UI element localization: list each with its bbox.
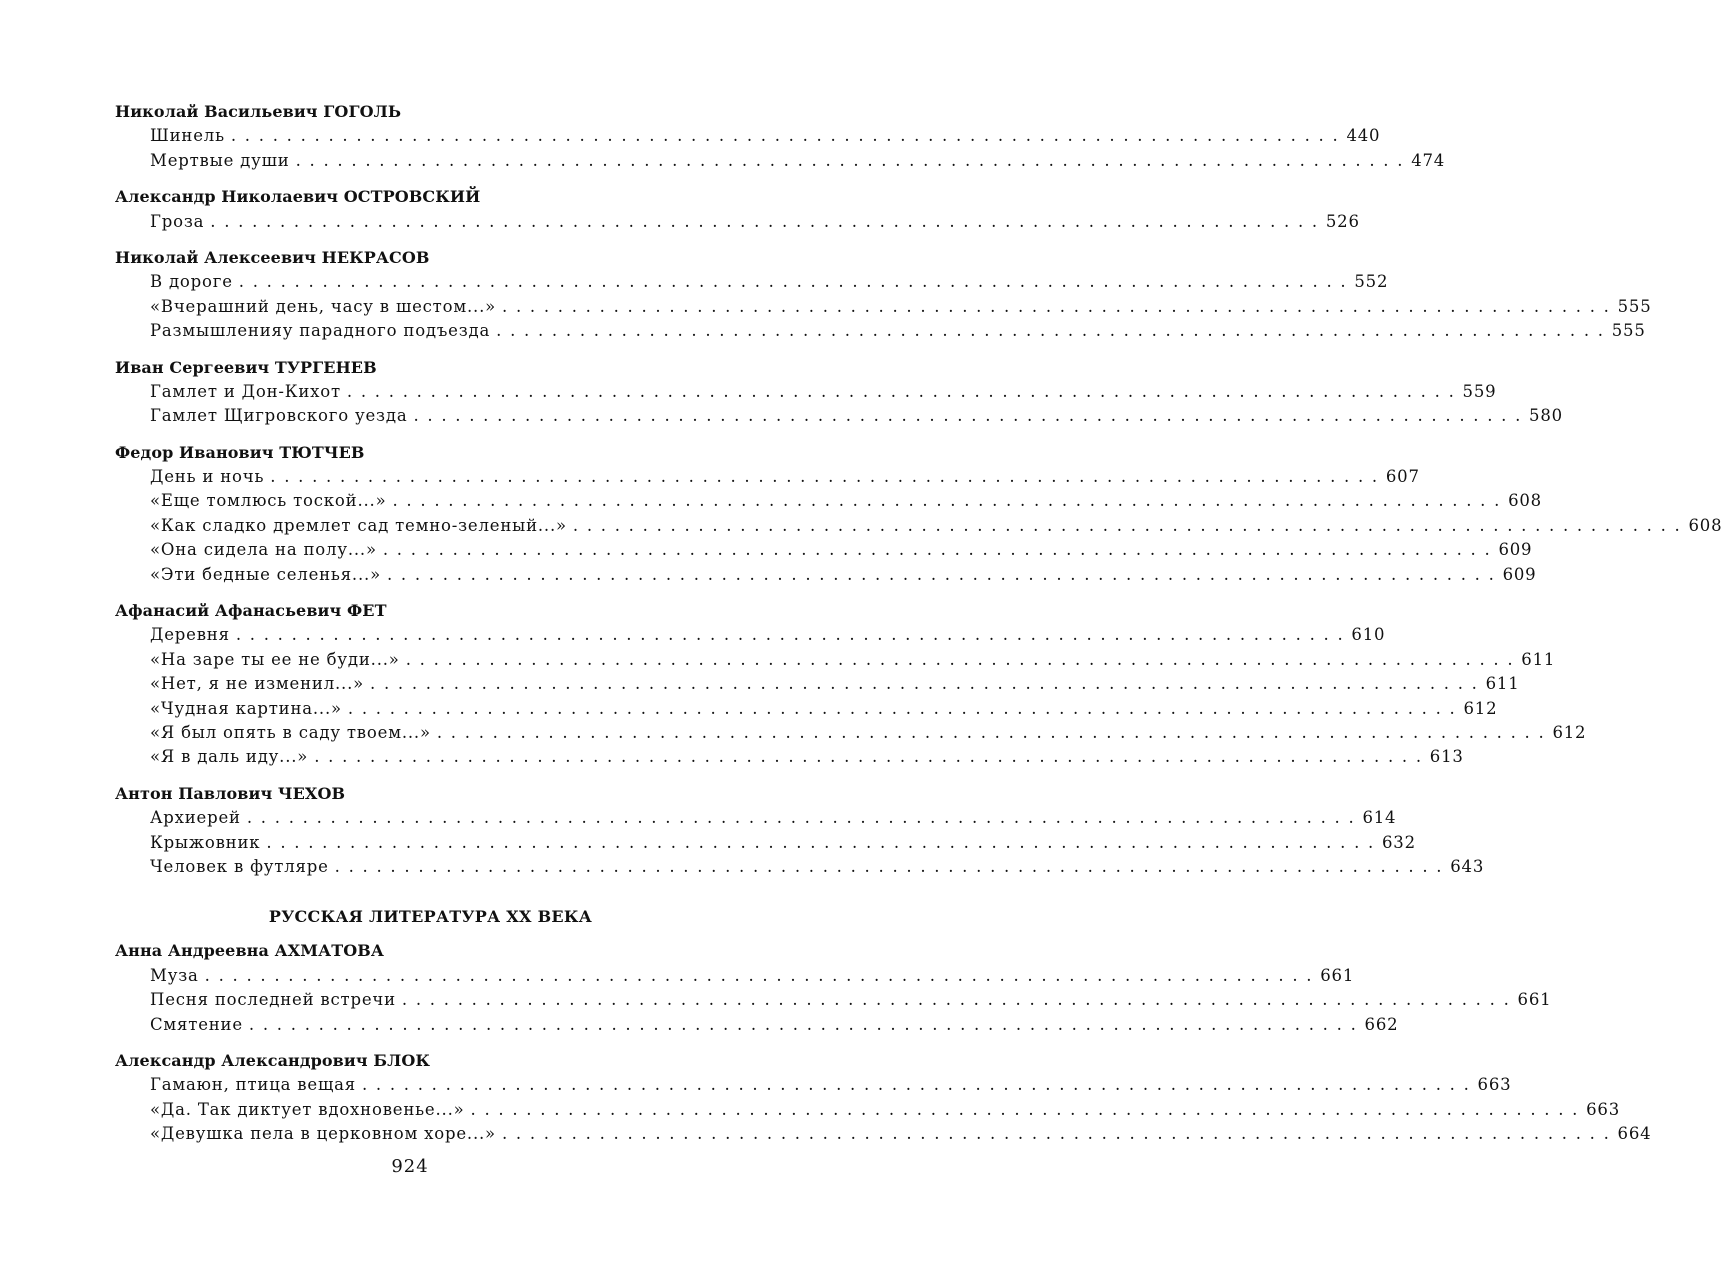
author-section bbox=[115, 939, 1552, 1037]
toc-entry[interactable] bbox=[150, 988, 1552, 1012]
toc-entry[interactable] bbox=[150, 404, 1563, 428]
toc-entry[interactable] bbox=[150, 295, 1652, 319]
entry-title: День и ночь bbox=[150, 467, 265, 487]
entry-page: 607 bbox=[1385, 467, 1420, 487]
author-section bbox=[115, 356, 1563, 429]
dot-leader: ................................................................................ bbox=[370, 674, 1486, 694]
dot-leader: ................................................................................ bbox=[361, 1075, 1478, 1095]
entry-page: 632 bbox=[1381, 832, 1416, 852]
toc-entry[interactable] bbox=[150, 124, 1381, 148]
author-heading: Николай Васильевич ГОГОЛЬ bbox=[115, 102, 402, 121]
toc-entry[interactable] bbox=[150, 721, 1587, 745]
dot-leader: ................................................................................ bbox=[436, 722, 1553, 742]
author-section bbox=[115, 599, 1587, 770]
author-heading: Антон Павлович ЧЕХОВ bbox=[115, 783, 346, 803]
toc-entry[interactable] bbox=[150, 210, 1360, 234]
toc-entry[interactable] bbox=[150, 1073, 1512, 1097]
entry-page: 609 bbox=[1498, 540, 1533, 560]
entry-page: 580 bbox=[1529, 406, 1563, 426]
dot-leader: ................................................................................ bbox=[386, 564, 1503, 584]
dot-leader: ................................................................................ bbox=[235, 625, 1352, 645]
entry-title: Смятение bbox=[150, 1014, 243, 1034]
entry-title: Песня последней встречи bbox=[150, 990, 396, 1010]
dot-leader: ................................................................................ bbox=[334, 856, 1451, 876]
toc-entry[interactable] bbox=[150, 648, 1556, 672]
dot-leader: ................................................................................ bbox=[413, 406, 1530, 426]
toc-entry[interactable] bbox=[150, 465, 1420, 489]
entry-title: «Да. Так диктует вдохновенье...» bbox=[150, 1099, 465, 1119]
toc-entry[interactable] bbox=[150, 964, 1355, 988]
dot-leader: ................................................................................ bbox=[210, 211, 1326, 231]
entry-title: «Она сидела на полу...» bbox=[150, 540, 377, 560]
toc-entry[interactable] bbox=[150, 672, 1520, 696]
toc-entry[interactable] bbox=[150, 697, 1498, 721]
entry-page: 609 bbox=[1502, 564, 1537, 584]
entry-page: 611 bbox=[1485, 674, 1520, 694]
toc-entry[interactable] bbox=[150, 1122, 1652, 1146]
dot-leader: ................................................................................ bbox=[270, 467, 1386, 487]
entry-page: 663 bbox=[1586, 1099, 1621, 1119]
entry-page: 552 bbox=[1354, 272, 1389, 292]
entry-page: 612 bbox=[1463, 698, 1498, 718]
entry-title: Шинель bbox=[150, 126, 225, 146]
dot-leader: ................................................................................ bbox=[246, 808, 1363, 828]
entry-page: 664 bbox=[1617, 1124, 1652, 1144]
toc-entry[interactable] bbox=[150, 149, 1446, 173]
entry-page: 559 bbox=[1462, 381, 1497, 401]
entry-page: 663 bbox=[1477, 1075, 1512, 1095]
entry-title: «Девушка пела в церковном хоре...» bbox=[150, 1124, 496, 1144]
entry-page: 661 bbox=[1517, 990, 1552, 1010]
entry-title: «Эти бедные селенья...» bbox=[150, 564, 381, 584]
toc-groups-19th-century bbox=[115, 100, 1722, 879]
entry-page: 612 bbox=[1552, 722, 1587, 742]
dot-leader: ................................................................................ bbox=[346, 381, 1463, 401]
entry-page: 661 bbox=[1320, 965, 1355, 985]
author-heading: Николай Алексеевич НЕКРАСОВ bbox=[115, 247, 430, 267]
dot-leader: ................................................................................ bbox=[502, 296, 1618, 316]
dot-leader: ................................................................................ bbox=[382, 540, 1499, 560]
entry-title: «Нет, я не изменил...» bbox=[150, 674, 365, 694]
dot-leader: ................................................................................ bbox=[295, 150, 1412, 170]
dot-leader: ................................................................................ bbox=[501, 1124, 1618, 1144]
entry-page: 643 bbox=[1450, 856, 1485, 876]
entry-page: 474 bbox=[1411, 150, 1446, 170]
entry-title: Гроза bbox=[150, 211, 205, 231]
author-heading: Александр Александрович БЛОК bbox=[115, 1050, 431, 1070]
toc-entry[interactable] bbox=[150, 270, 1389, 294]
toc-entry[interactable] bbox=[150, 806, 1397, 830]
entry-title: Крыжовник bbox=[150, 832, 261, 852]
entry-page: 526 bbox=[1325, 211, 1360, 231]
dot-leader: ................................................................................ bbox=[248, 1014, 1365, 1034]
entry-title: Архиерей bbox=[150, 808, 241, 828]
entry-title: Гамлет и Дон-Кихот bbox=[150, 381, 341, 401]
toc-entry[interactable] bbox=[150, 563, 1537, 587]
table-of-contents bbox=[115, 100, 1722, 1146]
dot-leader: ................................................................................ bbox=[266, 832, 1382, 852]
entry-page: 555 bbox=[1617, 296, 1652, 316]
author-heading: Иван Сергеевич ТУРГЕНЕВ bbox=[115, 357, 377, 377]
author-section bbox=[115, 185, 1360, 234]
entry-page: 555 bbox=[1611, 321, 1646, 341]
toc-entry[interactable] bbox=[150, 623, 1386, 647]
author-heading: Федор Иванович ТЮТЧЕВ bbox=[115, 442, 365, 462]
entry-title: «Вчерашний день, часу в шестом...» bbox=[150, 296, 497, 316]
author-section bbox=[115, 100, 1446, 173]
dot-leader: ................................................................................ bbox=[347, 698, 1464, 718]
dot-leader: ................................................................................ bbox=[238, 272, 1355, 292]
dot-leader: ................................................................................ bbox=[470, 1099, 1587, 1119]
entry-title: Гамлет Щигровского уезда bbox=[150, 406, 408, 426]
author-heading: Анна Андреевна АХМАТОВА bbox=[115, 941, 384, 961]
entry-page: 608 bbox=[1688, 515, 1722, 535]
toc-entry[interactable] bbox=[150, 1098, 1621, 1122]
author-section bbox=[115, 441, 1722, 587]
entry-title: «Я в даль иду...» bbox=[150, 747, 309, 767]
entry-page: 614 bbox=[1362, 808, 1397, 828]
toc-groups-20th-century bbox=[115, 939, 1652, 1146]
toc-entry[interactable] bbox=[150, 855, 1485, 879]
entry-title: «На заре ты ее не буди...» bbox=[150, 649, 400, 669]
entry-title: «Еще томлюсь тоской...» bbox=[150, 491, 387, 511]
entry-page: 613 bbox=[1429, 747, 1464, 767]
entry-title: «Я был опять в саду твоем...» bbox=[150, 722, 431, 742]
entry-title: Мертвые души bbox=[150, 150, 290, 170]
toc-entry[interactable] bbox=[150, 1013, 1399, 1037]
entry-title: «Как сладко дремлет сад темно-зеленый...» bbox=[150, 515, 567, 535]
toc-entry[interactable] bbox=[150, 319, 1646, 343]
entry-page: 662 bbox=[1364, 1014, 1399, 1034]
entry-page: 608 bbox=[1508, 491, 1542, 511]
dot-leader: ................................................................................ bbox=[401, 990, 1518, 1010]
part-title: РУССКАЯ ЛИТЕРАТУРА XX ВЕКА bbox=[268, 907, 593, 927]
toc-entry[interactable] bbox=[150, 489, 1542, 513]
entry-title: Человек в футляре bbox=[150, 856, 329, 876]
entry-title: «Чудная картина...» bbox=[150, 698, 342, 718]
entry-title: Муза bbox=[150, 965, 199, 985]
toc-entry[interactable] bbox=[150, 831, 1416, 855]
dot-leader: ................................................................................ bbox=[496, 321, 1612, 341]
dot-leader: ................................................................................ bbox=[314, 747, 1430, 767]
dot-leader: ................................................................................ bbox=[230, 126, 1347, 146]
author-section bbox=[115, 782, 1485, 880]
entry-title: Размышленияу парадного подъезда bbox=[150, 321, 491, 341]
author-heading: Афанасий Афанасьевич ФЕТ bbox=[115, 601, 387, 621]
dot-leader: ................................................................................ bbox=[392, 491, 1509, 511]
author-section bbox=[115, 246, 1652, 344]
entry-page: 610 bbox=[1351, 625, 1386, 645]
toc-entry[interactable] bbox=[150, 380, 1497, 404]
dot-leader: ................................................................................ bbox=[204, 965, 1321, 985]
entry-page: 440 bbox=[1346, 126, 1381, 146]
entry-page: 611 bbox=[1521, 649, 1556, 669]
dot-leader: ................................................................................ bbox=[405, 649, 1522, 669]
page-number: 924 bbox=[391, 1156, 429, 1177]
entry-title: Деревня bbox=[150, 625, 230, 645]
entry-title: В дороге bbox=[150, 272, 233, 292]
author-section bbox=[115, 1049, 1652, 1147]
dot-leader: ................................................................................ bbox=[572, 515, 1689, 535]
toc-entry[interactable] bbox=[150, 514, 1722, 538]
entry-title: Гамаюн, птица вещая bbox=[150, 1075, 356, 1095]
toc-entry[interactable] bbox=[150, 745, 1464, 769]
author-heading: Александр Николаевич ОСТРОВСКИЙ bbox=[115, 187, 481, 207]
toc-entry[interactable] bbox=[150, 538, 1533, 562]
